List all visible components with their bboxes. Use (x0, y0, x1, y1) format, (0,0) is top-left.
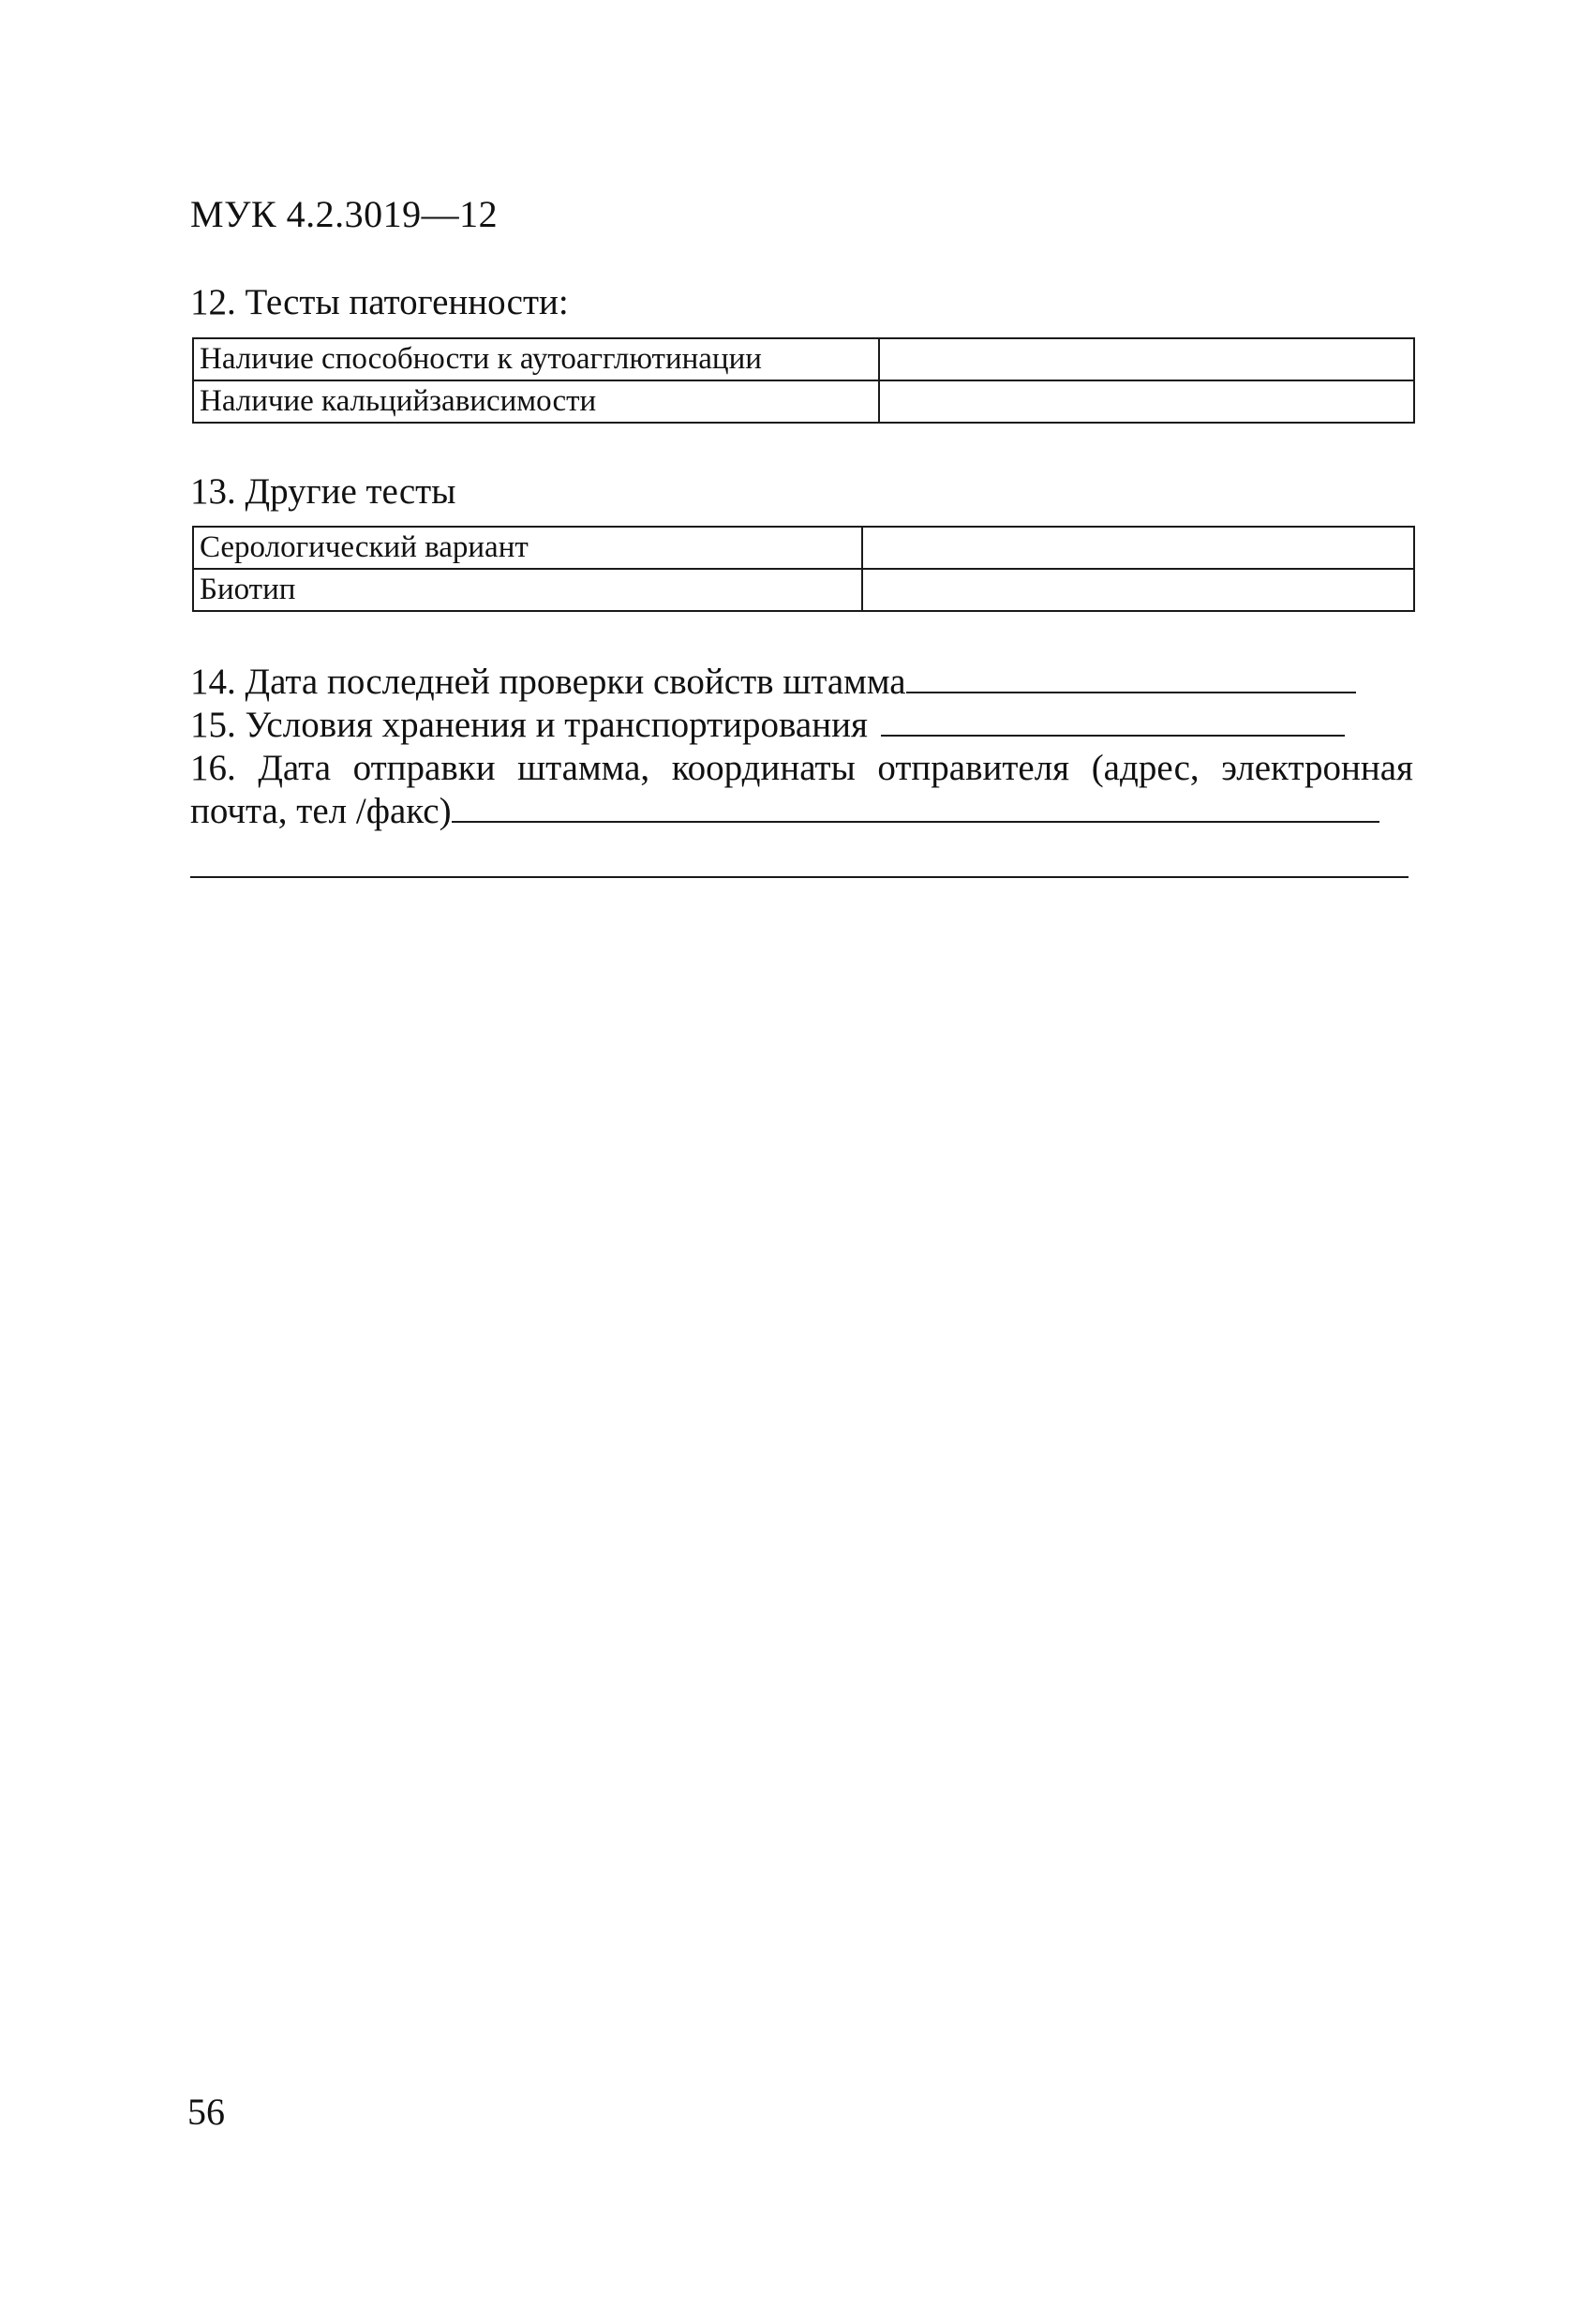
table-cell-value (862, 527, 1414, 569)
document-header: МУК 4.2.3019—12 (190, 193, 499, 235)
table-row (193, 338, 1414, 380)
item-14-label: 14. Дата последней проверки свойств штамма (190, 662, 906, 702)
blank-fill-line (190, 876, 1409, 878)
item-16-label-continuation: почта, тел /факс) (190, 791, 452, 831)
item-14-last-check-date (190, 662, 1413, 703)
table-cell-label: Наличие способности к аутоагглютинации (193, 338, 879, 380)
table-cell-value (862, 569, 1414, 611)
table-row (193, 569, 1414, 611)
pathogenicity-tests-table (192, 337, 1415, 424)
table-row (193, 527, 1414, 569)
item-15-blank-line (881, 707, 1345, 737)
item-15-storage-conditions (190, 705, 1413, 746)
table-cell-value (879, 380, 1414, 423)
section-13-title: 13. Другие тесты (190, 471, 456, 512)
page-number: 56 (187, 2091, 225, 2133)
table-cell-label: Наличие кальцийзависимости (193, 380, 879, 423)
item-16-blank-line (452, 793, 1379, 823)
item-16-line-1: 16. Дата отправки штамма, координаты отправителя (адрес, электронная (190, 748, 1413, 788)
table-cell-value (879, 338, 1414, 380)
table-cell-label: Серологический вариант (193, 527, 862, 569)
item-14-blank-line (906, 663, 1356, 693)
table-row (193, 380, 1414, 423)
table-cell-label: Биотип (193, 569, 862, 611)
item-16-line-2 (190, 791, 1413, 832)
other-tests-table (192, 526, 1415, 612)
item-15-label: 15. Условия хранения и транспортирования (190, 705, 868, 745)
section-12-title: 12. Тесты патогенности: (190, 282, 569, 322)
